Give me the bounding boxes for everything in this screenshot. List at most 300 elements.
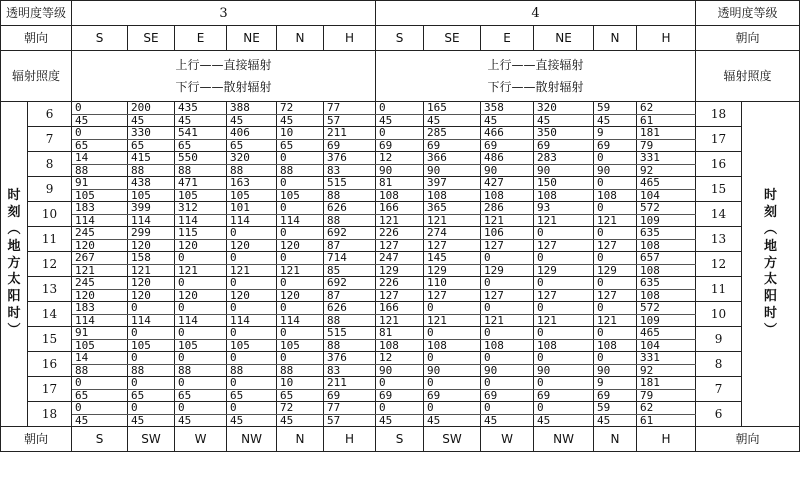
scattered-value-cell: 90: [594, 164, 637, 177]
direct-value-cell: 550: [175, 152, 227, 165]
legend-lower-row-4: 下行——散射辐射: [487, 80, 584, 94]
direct-value-cell: 0: [376, 402, 424, 415]
direct-value-cell: 12: [376, 152, 424, 165]
legend-level-3: [72, 51, 376, 102]
scattered-value-cell: 69: [534, 389, 594, 402]
table-row: [1, 214, 800, 227]
table-row: [1, 314, 800, 327]
orientation-bottom-4-4: N: [594, 427, 637, 452]
scattered-value-cell: 105: [72, 339, 128, 352]
scattered-value-cell: 114: [128, 214, 175, 227]
scattered-value-cell: 69: [594, 139, 637, 152]
scattered-value-cell: 69: [534, 139, 594, 152]
direct-value-cell: 0: [424, 402, 481, 415]
transparency-level-header-left: 透明度等级: [1, 1, 72, 26]
scattered-value-cell: 108: [534, 339, 594, 352]
scattered-value-cell: 90: [424, 364, 481, 377]
scattered-value-cell: 87: [324, 239, 376, 252]
scattered-value-cell: 88: [227, 164, 277, 177]
hour-right: 14: [696, 202, 742, 227]
direct-value-cell: 0: [227, 327, 277, 340]
direct-value-cell: 0: [424, 327, 481, 340]
direct-value-cell: 397: [424, 177, 481, 190]
hour-left: 7: [28, 127, 72, 152]
time-label-char: 时: [7, 306, 21, 322]
scattered-value-cell: 120: [175, 289, 227, 302]
hour-left: 15: [28, 327, 72, 352]
direct-value-cell: 541: [175, 127, 227, 140]
hour-left: 6: [28, 102, 72, 127]
orientation-top-3-1: SE: [128, 26, 175, 51]
scattered-value-cell: 109: [637, 314, 696, 327]
orientation-top-4-3: NE: [534, 26, 594, 51]
table-row: [1, 102, 800, 115]
direct-value-cell: 158: [128, 252, 175, 265]
direct-value-cell: 0: [175, 402, 227, 415]
direct-value-cell: 9: [594, 127, 637, 140]
scattered-value-cell: 104: [637, 189, 696, 202]
table-row: [1, 239, 800, 252]
scattered-value-cell: 57: [324, 414, 376, 427]
table-row: [1, 127, 800, 140]
table-row: [1, 277, 800, 290]
orientation-top-4-2: E: [481, 26, 534, 51]
orientation-bottom-4-3: NW: [534, 427, 594, 452]
direct-value-cell: 0: [277, 277, 324, 290]
level-4-header: 4: [376, 1, 696, 26]
direct-value-cell: 285: [424, 127, 481, 140]
direct-value-cell: 299: [128, 227, 175, 240]
direct-value-cell: 626: [324, 302, 376, 315]
direct-value-cell: 150: [534, 177, 594, 190]
orientation-top-3-2: E: [175, 26, 227, 51]
scattered-value-cell: 129: [594, 264, 637, 277]
scattered-value-cell: 127: [481, 289, 534, 302]
direct-value-cell: 12: [376, 352, 424, 365]
orientation-top-3-5: H: [324, 26, 376, 51]
scattered-value-cell: 69: [481, 139, 534, 152]
direct-value-cell: 0: [128, 377, 175, 390]
scattered-value-cell: 127: [376, 239, 424, 252]
direct-value-cell: 0: [594, 327, 637, 340]
direct-value-cell: 0: [175, 252, 227, 265]
scattered-value-cell: 114: [277, 214, 324, 227]
hour-left: 12: [28, 252, 72, 277]
direct-value-cell: 62: [637, 402, 696, 415]
hour-left: 13: [28, 277, 72, 302]
scattered-value-cell: 121: [594, 314, 637, 327]
hour-right: 17: [696, 127, 742, 152]
scattered-value-cell: 121: [376, 214, 424, 227]
direct-value-cell: 714: [324, 252, 376, 265]
scattered-value-cell: 127: [534, 239, 594, 252]
direct-value-cell: 0: [227, 277, 277, 290]
time-label-char: ︶: [7, 323, 21, 339]
level-3-header: 3: [72, 1, 376, 26]
scattered-value-cell: 90: [594, 364, 637, 377]
scattered-value-cell: 90: [534, 364, 594, 377]
direct-value-cell: 101: [227, 202, 277, 215]
direct-value-cell: 465: [637, 327, 696, 340]
scattered-value-cell: 121: [128, 264, 175, 277]
direct-value-cell: 0: [277, 352, 324, 365]
direct-value-cell: 226: [376, 277, 424, 290]
scattered-value-cell: 45: [481, 414, 534, 427]
scattered-value-cell: 121: [534, 314, 594, 327]
scattered-value-cell: 108: [594, 189, 637, 202]
scattered-value-cell: 121: [175, 264, 227, 277]
time-label-char: 阳: [764, 289, 778, 305]
direct-value-cell: 0: [534, 227, 594, 240]
orientation-bottom-4-5: H: [637, 427, 696, 452]
direct-value-cell: 0: [534, 302, 594, 315]
direct-value-cell: 91: [72, 177, 128, 190]
scattered-value-cell: 109: [637, 214, 696, 227]
direct-value-cell: 0: [128, 352, 175, 365]
scattered-value-cell: 88: [277, 364, 324, 377]
legend-lower-row-3: 下行——散射辐射: [175, 80, 272, 94]
hour-left: 18: [28, 402, 72, 427]
direct-value-cell: 0: [175, 352, 227, 365]
scattered-value-cell: 108: [376, 339, 424, 352]
direct-value-cell: 0: [277, 302, 324, 315]
direct-value-cell: 247: [376, 252, 424, 265]
scattered-value-cell: 120: [277, 239, 324, 252]
scattered-value-cell: 121: [481, 214, 534, 227]
scattered-value-cell: 120: [128, 239, 175, 252]
direct-value-cell: 81: [376, 177, 424, 190]
direct-value-cell: 366: [424, 152, 481, 165]
direct-value-cell: 438: [128, 177, 175, 190]
orientation-bottom-row: [1, 427, 800, 452]
scattered-value-cell: 45: [227, 414, 277, 427]
direct-value-cell: 0: [481, 277, 534, 290]
time-label-char: 时: [764, 306, 778, 322]
scattered-value-cell: 45: [128, 114, 175, 127]
scattered-value-cell: 120: [227, 289, 277, 302]
scattered-value-cell: 121: [227, 264, 277, 277]
direct-value-cell: 120: [128, 277, 175, 290]
scattered-value-cell: 121: [594, 214, 637, 227]
direct-value-cell: 0: [481, 377, 534, 390]
direct-value-cell: 0: [424, 302, 481, 315]
direct-value-cell: 0: [128, 402, 175, 415]
hour-right: 10: [696, 302, 742, 327]
scattered-value-cell: 114: [72, 314, 128, 327]
direct-value-cell: 59: [594, 102, 637, 115]
hour-right: 16: [696, 152, 742, 177]
direct-value-cell: 0: [594, 352, 637, 365]
scattered-value-cell: 45: [277, 114, 324, 127]
direct-value-cell: 657: [637, 252, 696, 265]
direct-value-cell: 0: [534, 327, 594, 340]
table-row: [1, 202, 800, 215]
time-label-char: ︵: [7, 221, 21, 237]
orientation-bottom-4-1: SW: [424, 427, 481, 452]
scattered-value-cell: 45: [128, 414, 175, 427]
direct-value-cell: 0: [227, 352, 277, 365]
scattered-value-cell: 114: [72, 214, 128, 227]
direct-value-cell: 0: [594, 177, 637, 190]
scattered-value-cell: 88: [324, 189, 376, 202]
direct-value-cell: 0: [277, 252, 324, 265]
scattered-value-cell: 127: [534, 289, 594, 302]
direct-value-cell: 0: [175, 327, 227, 340]
scattered-value-cell: 45: [534, 414, 594, 427]
scattered-value-cell: 90: [424, 164, 481, 177]
scattered-value-cell: 108: [534, 189, 594, 202]
scattered-value-cell: 90: [481, 164, 534, 177]
scattered-value-cell: 88: [324, 214, 376, 227]
direct-value-cell: 115: [175, 227, 227, 240]
scattered-value-cell: 120: [175, 239, 227, 252]
direct-value-cell: 388: [227, 102, 277, 115]
direct-value-cell: 572: [637, 302, 696, 315]
direct-value-cell: 183: [72, 202, 128, 215]
scattered-value-cell: 45: [424, 414, 481, 427]
scattered-value-cell: 129: [534, 264, 594, 277]
table-row: [1, 252, 800, 265]
direct-value-cell: 471: [175, 177, 227, 190]
table-row: [1, 289, 800, 302]
scattered-value-cell: 108: [424, 189, 481, 202]
scattered-value-cell: 45: [72, 414, 128, 427]
orientation-top-4-4: N: [594, 26, 637, 51]
scattered-value-cell: 88: [72, 164, 128, 177]
direct-value-cell: 211: [324, 127, 376, 140]
scattered-value-cell: 88: [175, 364, 227, 377]
scattered-value-cell: 88: [128, 164, 175, 177]
direct-value-cell: 0: [594, 252, 637, 265]
direct-value-cell: 406: [227, 127, 277, 140]
scattered-value-cell: 114: [227, 314, 277, 327]
scattered-value-cell: 69: [594, 389, 637, 402]
direct-value-cell: 81: [376, 327, 424, 340]
scattered-value-cell: 105: [175, 189, 227, 202]
table-row: [1, 164, 800, 177]
scattered-value-cell: 69: [376, 389, 424, 402]
scattered-value-cell: 45: [277, 414, 324, 427]
direct-value-cell: 0: [175, 377, 227, 390]
direct-value-cell: 0: [72, 377, 128, 390]
direct-value-cell: 0: [277, 327, 324, 340]
scattered-value-cell: 79: [637, 139, 696, 152]
direct-value-cell: 692: [324, 227, 376, 240]
direct-value-cell: 572: [637, 202, 696, 215]
orientation-bottom-label-left: 朝向: [1, 427, 72, 452]
scattered-value-cell: 85: [324, 264, 376, 277]
hour-left: 16: [28, 352, 72, 377]
direct-value-cell: 365: [424, 202, 481, 215]
scattered-value-cell: 105: [227, 339, 277, 352]
scattered-value-cell: 79: [637, 389, 696, 402]
scattered-value-cell: 65: [227, 139, 277, 152]
direct-value-cell: 166: [376, 202, 424, 215]
scattered-value-cell: 121: [424, 214, 481, 227]
scattered-value-cell: 129: [481, 264, 534, 277]
hour-right: 8: [696, 352, 742, 377]
direct-value-cell: 0: [594, 277, 637, 290]
orientation-bottom-4-0: S: [376, 427, 424, 452]
scattered-value-cell: 127: [594, 239, 637, 252]
direct-value-cell: 515: [324, 177, 376, 190]
direct-value-cell: 200: [128, 102, 175, 115]
scattered-value-cell: 127: [481, 239, 534, 252]
direct-value-cell: 0: [227, 252, 277, 265]
scattered-value-cell: 114: [128, 314, 175, 327]
direct-value-cell: 435: [175, 102, 227, 115]
direct-value-cell: 465: [637, 177, 696, 190]
table-row: [1, 152, 800, 165]
direct-value-cell: 0: [424, 377, 481, 390]
direct-value-cell: 635: [637, 227, 696, 240]
table-row: [1, 339, 800, 352]
direct-value-cell: 245: [72, 277, 128, 290]
orientation-label-right: 朝向: [696, 26, 800, 51]
transparency-level-header-right: 透明度等级: [696, 1, 800, 26]
direct-value-cell: 274: [424, 227, 481, 240]
direct-value-cell: 77: [324, 402, 376, 415]
scattered-value-cell: 105: [227, 189, 277, 202]
scattered-value-cell: 69: [324, 139, 376, 152]
orientation-bottom-3-5: H: [324, 427, 376, 452]
scattered-value-cell: 108: [376, 189, 424, 202]
orientation-top-4-1: SE: [424, 26, 481, 51]
direct-value-cell: 0: [376, 127, 424, 140]
time-label-char: 刻: [7, 204, 21, 220]
scattered-value-cell: 108: [637, 239, 696, 252]
direct-value-cell: 110: [424, 277, 481, 290]
scattered-value-cell: 114: [277, 314, 324, 327]
time-label-char: ︶: [764, 323, 778, 339]
direct-value-cell: 93: [534, 202, 594, 215]
scattered-value-cell: 90: [481, 364, 534, 377]
scattered-value-cell: 108: [594, 339, 637, 352]
orientation-bottom-3-2: W: [175, 427, 227, 452]
hour-left: 9: [28, 177, 72, 202]
scattered-value-cell: 129: [424, 264, 481, 277]
scattered-value-cell: 105: [277, 339, 324, 352]
direct-value-cell: 0: [175, 302, 227, 315]
direct-value-cell: 331: [637, 352, 696, 365]
direct-value-cell: 0: [594, 152, 637, 165]
time-label-char: 时: [7, 187, 21, 203]
scattered-value-cell: 108: [481, 339, 534, 352]
direct-value-cell: 0: [175, 277, 227, 290]
table-row: [1, 402, 800, 415]
scattered-value-cell: 69: [481, 389, 534, 402]
direct-value-cell: 106: [481, 227, 534, 240]
table-row: [1, 189, 800, 202]
direct-value-cell: 91: [72, 327, 128, 340]
hour-left: 14: [28, 302, 72, 327]
orientation-top-3-0: S: [72, 26, 128, 51]
time-label-right: [742, 102, 800, 427]
direct-value-cell: 0: [277, 152, 324, 165]
table-row: [1, 139, 800, 152]
scattered-value-cell: 45: [376, 114, 424, 127]
direct-value-cell: 0: [128, 327, 175, 340]
direct-value-cell: 72: [277, 402, 324, 415]
time-label-char: 地: [7, 238, 21, 254]
scattered-value-cell: 69: [324, 389, 376, 402]
direct-value-cell: 0: [72, 402, 128, 415]
scattered-value-cell: 87: [324, 289, 376, 302]
direct-value-cell: 0: [481, 402, 534, 415]
hour-left: 11: [28, 227, 72, 252]
scattered-value-cell: 83: [324, 164, 376, 177]
direct-value-cell: 0: [594, 227, 637, 240]
scattered-value-cell: 121: [534, 214, 594, 227]
direct-value-cell: 245: [72, 227, 128, 240]
scattered-value-cell: 92: [637, 164, 696, 177]
scattered-value-cell: 108: [424, 339, 481, 352]
orientation-bottom-3-3: NW: [227, 427, 277, 452]
direct-value-cell: 0: [534, 377, 594, 390]
scattered-value-cell: 45: [481, 114, 534, 127]
direct-value-cell: 358: [481, 102, 534, 115]
scattered-value-cell: 45: [594, 414, 637, 427]
scattered-value-cell: 114: [175, 214, 227, 227]
scattered-value-cell: 69: [424, 389, 481, 402]
direct-value-cell: 14: [72, 152, 128, 165]
direct-value-cell: 145: [424, 252, 481, 265]
orientation-label-left: 朝向: [1, 26, 72, 51]
scattered-value-cell: 65: [128, 389, 175, 402]
time-label-char: 时: [764, 187, 778, 203]
direct-value-cell: 181: [637, 127, 696, 140]
direct-value-cell: 0: [227, 302, 277, 315]
direct-value-cell: 286: [481, 202, 534, 215]
scattered-value-cell: 69: [376, 139, 424, 152]
orientation-bottom-3-4: N: [277, 427, 324, 452]
scattered-value-cell: 88: [324, 314, 376, 327]
orientation-bottom-4-2: W: [481, 427, 534, 452]
direct-value-cell: 0: [277, 202, 324, 215]
orientation-top-3-4: N: [277, 26, 324, 51]
scattered-value-cell: 45: [534, 114, 594, 127]
radiation-label-left: 辐射照度: [1, 51, 72, 102]
direct-value-cell: 9: [594, 377, 637, 390]
direct-value-cell: 181: [637, 377, 696, 390]
scattered-value-cell: 105: [72, 189, 128, 202]
time-label-char: 阳: [7, 289, 21, 305]
hour-right: 6: [696, 402, 742, 427]
table-row: [1, 264, 800, 277]
direct-value-cell: 163: [227, 177, 277, 190]
scattered-value-cell: 45: [424, 114, 481, 127]
scattered-value-cell: 121: [424, 314, 481, 327]
table-row: [1, 327, 800, 340]
scattered-value-cell: 105: [128, 189, 175, 202]
table-row: [1, 377, 800, 390]
scattered-value-cell: 108: [637, 289, 696, 302]
direct-value-cell: 267: [72, 252, 128, 265]
scattered-value-cell: 121: [376, 314, 424, 327]
scattered-value-cell: 45: [376, 414, 424, 427]
scattered-value-cell: 114: [227, 214, 277, 227]
direct-value-cell: 14: [72, 352, 128, 365]
direct-value-cell: 0: [534, 352, 594, 365]
direct-value-cell: 0: [481, 352, 534, 365]
direct-value-cell: 283: [534, 152, 594, 165]
legend-upper-row-3: 上行——直接辐射: [175, 58, 272, 72]
scattered-value-cell: 105: [128, 339, 175, 352]
hour-right: 9: [696, 327, 742, 352]
direct-value-cell: 72: [277, 102, 324, 115]
direct-value-cell: 635: [637, 277, 696, 290]
direct-value-cell: 10: [277, 127, 324, 140]
